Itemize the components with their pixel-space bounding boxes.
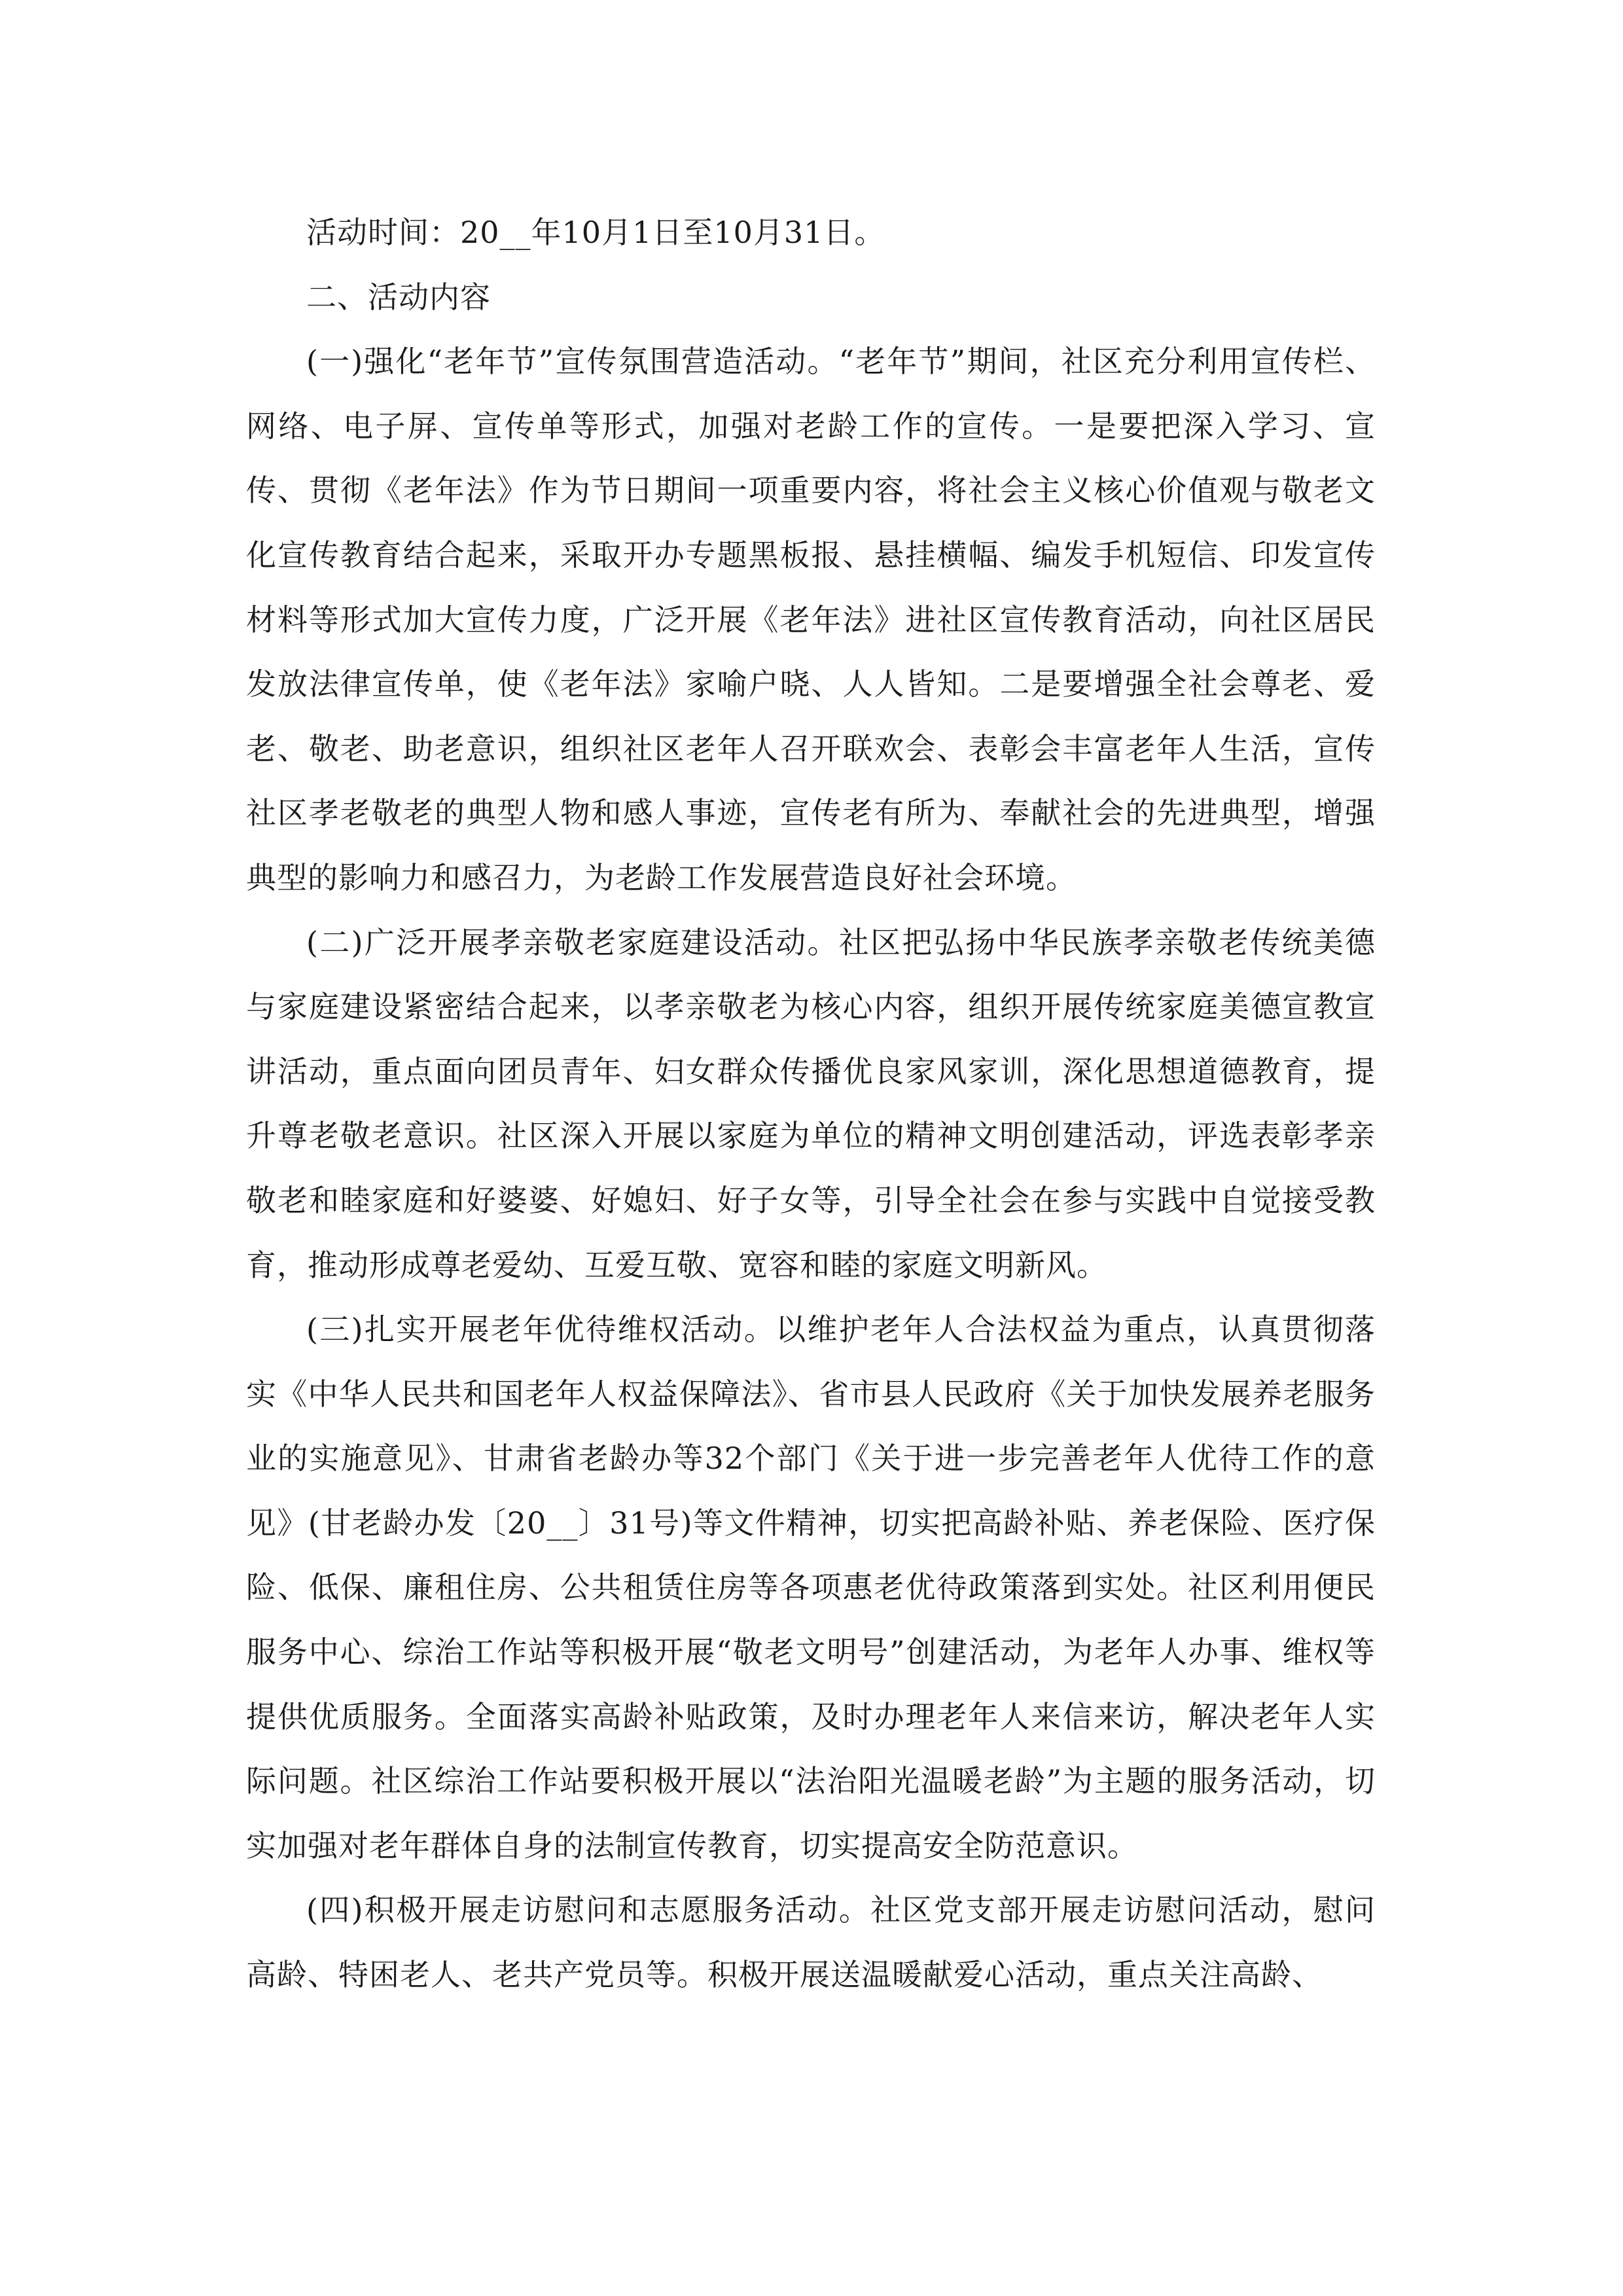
paragraph-1: (一)强化“老年节”宣传氛围营造活动。“老年节”期间，社区充分利用宣传栏、网络、电子屏、宣传单等形式，加强对老龄工作的宣传。一是要把深入学习、宣传、贯彻《老年法》作为节日期间一项重要内容，将社会主义核心价值观与敬老文化宣传教育结合起来，采取开办专题黑板报、悬挂横幅、编发手机短信、印发宣传材料等形式加大宣传力度，广泛开展《老年法》进社区宣传教育活动，向社区居民发放法律宣传单，使《老年法》家喻户晓、人人皆知。二是要增强全社会尊老、爱老、敬老、助老意识，组织社区老年人召开联欢会、表彰会丰富老年人生活，宣传社区孝老敬老的典型人物和感人事迹，宣传老有所为、奉献社会的先进典型，增强典型的影响力和感召力，为老龄工作发展营造良好社会环境。 (246, 344, 1376, 895)
paragraph-2: (二)广泛开展孝亲敬老家庭建设活动。社区把弘扬中华民族孝亲敬老传统美德与家庭建设紧密结合起来，以孝亲敬老为核心内容，组织开展传统家庭美德宣教宣讲活动，重点面向团员青年、妇女群众传播优良家风家训，深化思想道德教育，提升尊老敬老意识。社区深入开展以家庭为单位的精神文明创建活动，评选表彰孝亲敬老和睦家庭和好婆婆、好媳妇、好子女等，引导全社会在参与实践中自觉接受教育，推动形成尊老爱幼、互爱互敬、宽容和睦的家庭文明新风。 (246, 924, 1376, 1283)
paragraph-3: (三)扎实开展老年优待维权活动。以维护老年人合法权益为重点，认真贯彻落实《中华人民共和国老年人权益保障法》、省市县人民政府《关于加快发展养老服务业的实施意见》、甘肃省老龄办等32个部门《关于进一步完善老年人优待工作的意见》(甘老龄办发〔20__〕31号)等文件精神，切实把高龄补贴、养老保险、医疗保险、低保、廉租住房、公共租赁住房等各项惠老优待政策落到实处。社区利用便民服务中心、综治工作站等积极开展“敬老文明号”创建活动，为老年人办事、维权等提供优质服务。全面落实高龄补贴政策，及时办理老年人来信来访，解决老年人实际问题。社区综治工作站要积极开展以“法治阳光温暖老龄”为主题的服务活动，切实加强对老年群体自身的法制宣传教育，切实提高安全防范意识。 (246, 1312, 1376, 1863)
activity-time-line: 活动时间：20__年10月1日至10月31日。 (306, 215, 885, 250)
paragraph-4: (四)积极开展走访慰问和志愿服务活动。社区党支部开展走访慰问活动，慰问高龄、特困老人、老共产党员等。积极开展送温暖献爱心活动，重点关注高龄、 (246, 1892, 1376, 1993)
section-heading: 二、活动内容 (306, 279, 491, 315)
document-body (246, 200, 1376, 2007)
